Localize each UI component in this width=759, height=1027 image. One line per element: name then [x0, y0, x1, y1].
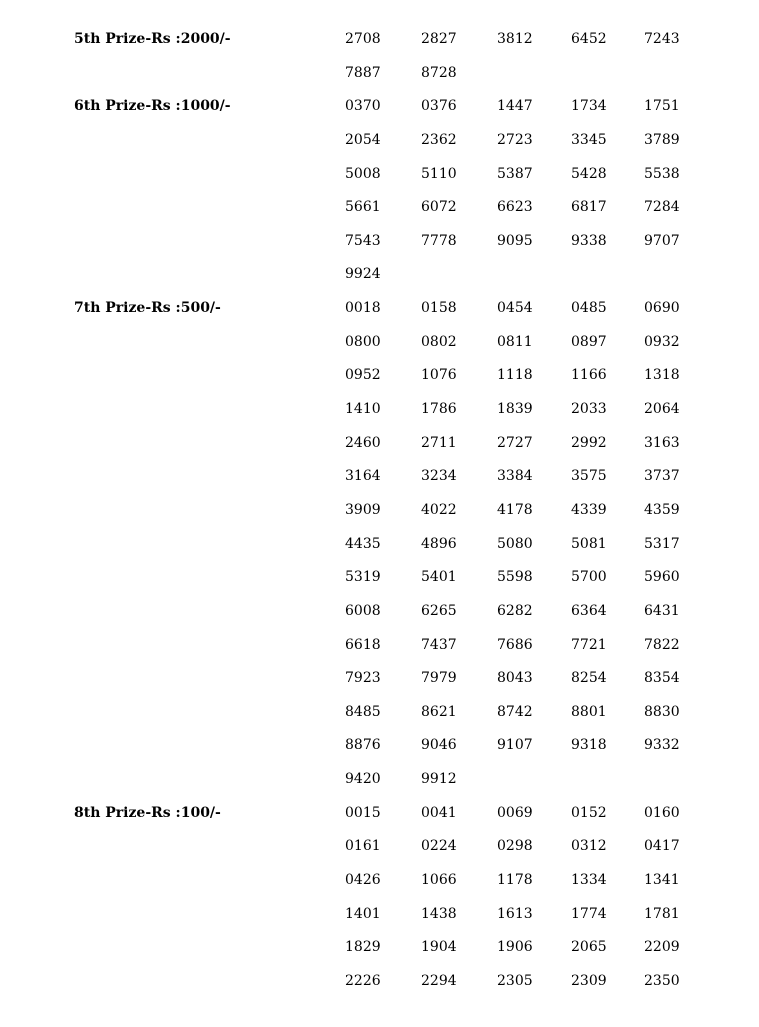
ticket-number: 4896 — [421, 535, 457, 552]
number-row — [0, 897, 759, 931]
ticket-number: 0069 — [497, 804, 533, 821]
ticket-number: 1734 — [571, 98, 607, 115]
ticket-number: 1066 — [421, 872, 457, 889]
ticket-number: 4339 — [571, 501, 607, 518]
ticket-number: 7543 — [345, 232, 381, 249]
ticket-number: 1751 — [644, 98, 680, 115]
ticket-number: 0897 — [571, 333, 607, 350]
number-row — [0, 190, 759, 224]
ticket-number: 8621 — [421, 703, 457, 720]
ticket-number: 1318 — [644, 367, 680, 384]
ticket-number: 0312 — [571, 838, 607, 855]
ticket-number: 1613 — [497, 905, 533, 922]
ticket-number: 8728 — [421, 64, 457, 81]
ticket-number: 3737 — [644, 468, 680, 485]
ticket-number: 3909 — [345, 501, 381, 518]
ticket-number: 5538 — [644, 165, 680, 182]
ticket-number: 5008 — [345, 165, 381, 182]
ticket-number: 9107 — [497, 737, 533, 754]
ticket-number: 0426 — [345, 872, 381, 889]
ticket-number: 6623 — [497, 199, 533, 216]
ticket-number: 1334 — [571, 872, 607, 889]
ticket-number: 2723 — [497, 131, 533, 148]
ticket-number: 7721 — [571, 636, 607, 653]
ticket-number: 0485 — [571, 300, 607, 317]
number-row — [0, 123, 759, 157]
ticket-number: 0417 — [644, 838, 680, 855]
number-row — [0, 56, 759, 90]
ticket-number: 1178 — [497, 872, 533, 889]
ticket-number: 5387 — [497, 165, 533, 182]
ticket-number: 8876 — [345, 737, 381, 754]
ticket-number: 6618 — [345, 636, 381, 653]
ticket-number: 7686 — [497, 636, 533, 653]
ticket-number: 2226 — [345, 972, 381, 989]
ticket-number: 8354 — [644, 670, 680, 687]
ticket-number: 8742 — [497, 703, 533, 720]
ticket-number: 9912 — [421, 771, 457, 788]
ticket-number: 3789 — [644, 131, 680, 148]
ticket-number: 4359 — [644, 501, 680, 518]
number-row — [0, 291, 759, 325]
ticket-number: 2209 — [644, 939, 680, 956]
number-row — [0, 964, 759, 998]
number-row — [0, 829, 759, 863]
ticket-number: 5319 — [345, 569, 381, 586]
ticket-number: 6431 — [644, 602, 680, 619]
prize-label: 6th Prize-Rs :1000/- — [74, 98, 231, 115]
ticket-number: 3163 — [644, 434, 680, 451]
ticket-number: 9420 — [345, 771, 381, 788]
number-row — [0, 863, 759, 897]
ticket-number: 7778 — [421, 232, 457, 249]
ticket-number: 0802 — [421, 333, 457, 350]
ticket-number: 7822 — [644, 636, 680, 653]
ticket-number: 0161 — [345, 838, 381, 855]
number-row — [0, 527, 759, 561]
ticket-number: 2064 — [644, 401, 680, 418]
number-row — [0, 728, 759, 762]
ticket-number: 5110 — [421, 165, 457, 182]
ticket-number: 2992 — [571, 434, 607, 451]
ticket-number: 8801 — [571, 703, 607, 720]
ticket-number: 1118 — [497, 367, 533, 384]
ticket-number: 5081 — [571, 535, 607, 552]
ticket-number: 0015 — [345, 804, 381, 821]
ticket-number: 7437 — [421, 636, 457, 653]
number-row — [0, 22, 759, 56]
ticket-number: 7284 — [644, 199, 680, 216]
number-row — [0, 594, 759, 628]
ticket-number: 6364 — [571, 602, 607, 619]
ticket-number: 1410 — [345, 401, 381, 418]
number-row — [0, 157, 759, 191]
number-row — [0, 796, 759, 830]
ticket-number: 1786 — [421, 401, 457, 418]
ticket-number: 6265 — [421, 602, 457, 619]
number-row — [0, 930, 759, 964]
ticket-number: 1341 — [644, 872, 680, 889]
number-row — [0, 392, 759, 426]
ticket-number: 3234 — [421, 468, 457, 485]
ticket-number: 2033 — [571, 401, 607, 418]
ticket-number: 0160 — [644, 804, 680, 821]
ticket-number: 0952 — [345, 367, 381, 384]
ticket-number: 1166 — [571, 367, 607, 384]
ticket-number: 5428 — [571, 165, 607, 182]
ticket-number: 2294 — [421, 972, 457, 989]
ticket-number: 2362 — [421, 131, 457, 148]
number-row — [0, 257, 759, 291]
ticket-number: 0018 — [345, 300, 381, 317]
ticket-number: 0690 — [644, 300, 680, 317]
number-row — [0, 762, 759, 796]
ticket-number: 1401 — [345, 905, 381, 922]
ticket-number: 1076 — [421, 367, 457, 384]
ticket-number: 2727 — [497, 434, 533, 451]
ticket-number: 3575 — [571, 468, 607, 485]
ticket-number: 6452 — [571, 31, 607, 47]
ticket-number: 0224 — [421, 838, 457, 855]
ticket-number: 4435 — [345, 535, 381, 552]
ticket-number: 1829 — [345, 939, 381, 956]
ticket-number: 1438 — [421, 905, 457, 922]
number-row — [0, 89, 759, 123]
ticket-number: 1447 — [497, 98, 533, 115]
ticket-number: 0811 — [497, 333, 533, 350]
ticket-number: 9046 — [421, 737, 457, 754]
ticket-number: 0041 — [421, 804, 457, 821]
ticket-number: 0152 — [571, 804, 607, 821]
ticket-number: 9318 — [571, 737, 607, 754]
ticket-number: 8830 — [644, 703, 680, 720]
ticket-number: 3384 — [497, 468, 533, 485]
prize-results-document — [0, 22, 759, 998]
ticket-number: 5960 — [644, 569, 680, 586]
ticket-number: 9338 — [571, 232, 607, 249]
number-row — [0, 426, 759, 460]
ticket-number: 3345 — [571, 131, 607, 148]
ticket-number: 2054 — [345, 131, 381, 148]
ticket-number: 0932 — [644, 333, 680, 350]
ticket-number: 5598 — [497, 569, 533, 586]
ticket-number: 9095 — [497, 232, 533, 249]
ticket-number: 5317 — [644, 535, 680, 552]
ticket-number: 2350 — [644, 972, 680, 989]
ticket-number: 1839 — [497, 401, 533, 418]
ticket-number: 8485 — [345, 703, 381, 720]
ticket-number: 6282 — [497, 602, 533, 619]
ticket-number: 5700 — [571, 569, 607, 586]
ticket-number: 2711 — [421, 434, 457, 451]
ticket-number: 0454 — [497, 300, 533, 317]
ticket-number: 7979 — [421, 670, 457, 687]
number-row — [0, 224, 759, 258]
ticket-number: 3164 — [345, 468, 381, 485]
number-row — [0, 325, 759, 359]
ticket-number: 0376 — [421, 98, 457, 115]
ticket-number: 1781 — [644, 905, 680, 922]
ticket-number: 4022 — [421, 501, 457, 518]
ticket-number: 2309 — [571, 972, 607, 989]
ticket-number: 5661 — [345, 199, 381, 216]
ticket-number: 4178 — [497, 501, 533, 518]
ticket-number: 6008 — [345, 602, 381, 619]
ticket-number: 2708 — [345, 31, 381, 47]
ticket-number: 0800 — [345, 333, 381, 350]
ticket-number: 7887 — [345, 64, 381, 81]
ticket-number: 6072 — [421, 199, 457, 216]
ticket-number: 0298 — [497, 838, 533, 855]
ticket-number: 2305 — [497, 972, 533, 989]
ticket-number: 7923 — [345, 670, 381, 687]
ticket-number: 2065 — [571, 939, 607, 956]
prize-label: 7th Prize-Rs :500/- — [74, 300, 221, 317]
ticket-number: 8254 — [571, 670, 607, 687]
number-row — [0, 493, 759, 527]
ticket-number: 9707 — [644, 232, 680, 249]
ticket-number: 9332 — [644, 737, 680, 754]
ticket-number: 0370 — [345, 98, 381, 115]
ticket-number: 0158 — [421, 300, 457, 317]
ticket-number: 2460 — [345, 434, 381, 451]
prize-label: 8th Prize-Rs :100/- — [74, 804, 221, 821]
ticket-number: 3812 — [497, 31, 533, 47]
ticket-number: 9924 — [345, 266, 381, 283]
prize-label: 5th Prize-Rs :2000/- — [74, 31, 231, 47]
number-row — [0, 560, 759, 594]
ticket-number: 7243 — [644, 31, 680, 47]
number-row — [0, 628, 759, 662]
ticket-number: 1774 — [571, 905, 607, 922]
number-row — [0, 695, 759, 729]
ticket-number: 8043 — [497, 670, 533, 687]
number-row — [0, 459, 759, 493]
ticket-number: 1904 — [421, 939, 457, 956]
ticket-number: 6817 — [571, 199, 607, 216]
ticket-number: 1906 — [497, 939, 533, 956]
number-row — [0, 358, 759, 392]
ticket-number: 5401 — [421, 569, 457, 586]
ticket-number: 2827 — [421, 31, 457, 47]
ticket-number: 5080 — [497, 535, 533, 552]
number-row — [0, 661, 759, 695]
